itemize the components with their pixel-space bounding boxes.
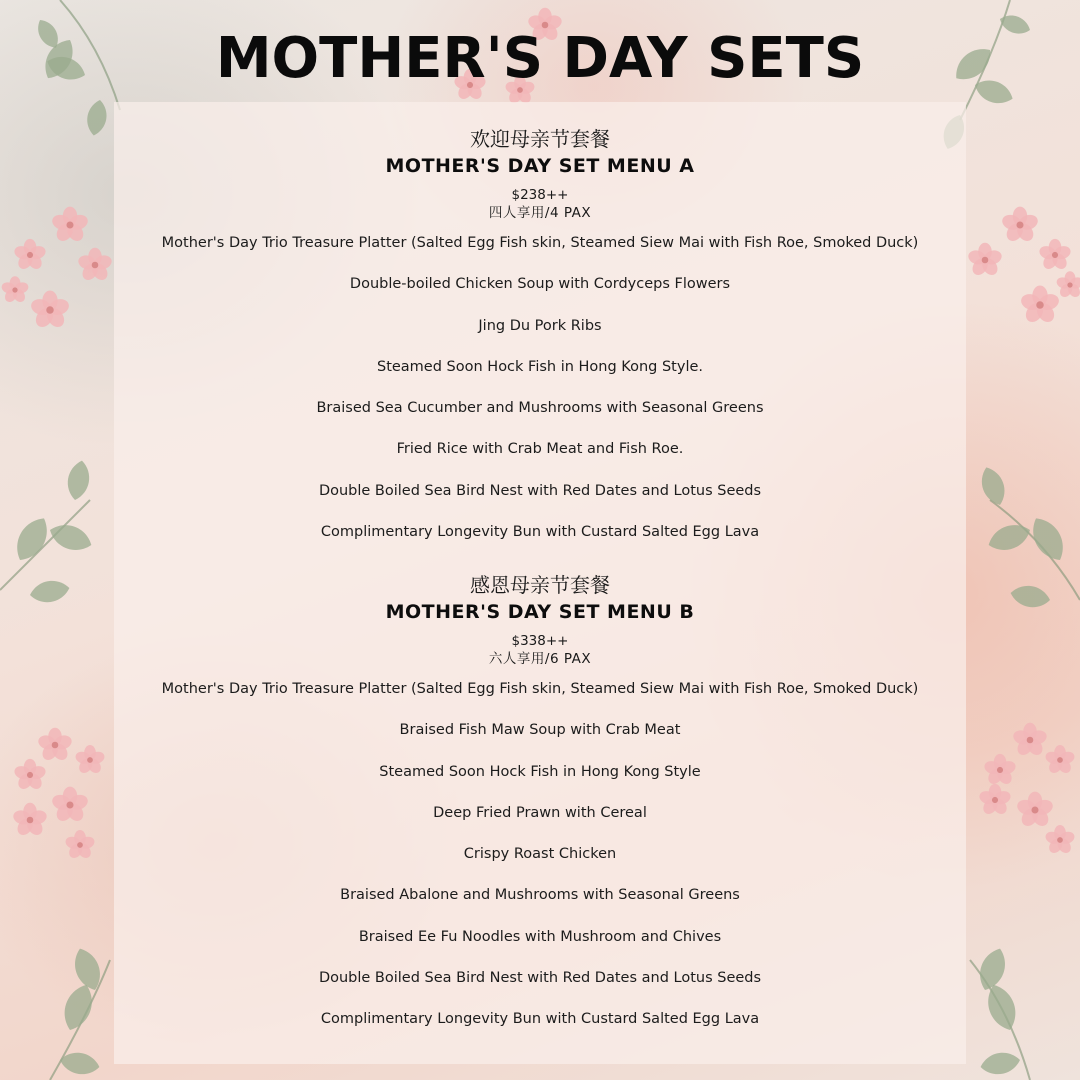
dish-item: Fried Rice with Crab Meat and Fish Roe. [396, 441, 684, 458]
blossom-icon [1038, 239, 1073, 272]
menu-a-chinese-title: 欢迎母亲节套餐 [470, 127, 610, 151]
blossom-icon [77, 248, 114, 283]
blossom-icon [0, 276, 30, 304]
dish-item: Jing Du Pork Ribs [478, 317, 602, 334]
dish-item: Braised Sea Cucumber and Mushrooms with Seasonal Greens [316, 400, 764, 417]
dish-item: Braised Fish Maw Soup with Crab Meat [399, 722, 681, 739]
blossom-icon [13, 239, 48, 272]
blossom-icon [983, 754, 1018, 787]
blossom-icon [978, 784, 1013, 817]
menu-a-pax: 四人享用/4 PAX [488, 205, 592, 221]
dish-item: Double Boiled Sea Bird Nest with Red Dates and Lotus Seeds [318, 970, 762, 987]
blossom-icon [12, 803, 49, 838]
blossom-icon [1015, 792, 1054, 830]
menu-a-title: MOTHER'S DAY SET MENU A [385, 155, 695, 177]
leaf-icon [1025, 512, 1071, 566]
menu-b-title: MOTHER'S DAY SET MENU B [385, 601, 695, 623]
blossom-icon [74, 745, 106, 775]
blossom-icon [50, 207, 89, 245]
blossom-icon [967, 243, 1004, 278]
leaf-icon [974, 945, 1011, 994]
blossom-icon [1055, 271, 1080, 299]
set-menu-b [114, 572, 966, 1050]
blossom-icon [29, 290, 71, 330]
blossom-icon [13, 759, 48, 792]
menu-card [114, 102, 966, 1064]
leaf-icon [46, 519, 95, 556]
dish-item: Steamed Soon Hock Fish in Hong Kong Style. [376, 358, 704, 375]
blossom-icon [37, 728, 74, 763]
leaf-icon [84, 98, 109, 137]
dish-item: Steamed Soon Hock Fish in Hong Kong Style [379, 763, 701, 780]
blossom-icon [1044, 825, 1076, 855]
leaf-icon [65, 459, 93, 502]
leaf-icon [69, 945, 106, 994]
dish-item: Double Boiled Sea Bird Nest with Red Dates and Lotus Seeds [318, 482, 762, 499]
menu-a-dish-list [114, 232, 966, 562]
leaf-icon [985, 519, 1034, 556]
menu-b-chinese-title: 感恩母亲节套餐 [470, 573, 610, 597]
blossom-icon [1044, 745, 1076, 775]
dish-item: Crispy Roast Chicken [463, 846, 617, 863]
leaf-icon [976, 464, 1009, 509]
dish-item: Mother's Day Trio Treasure Platter (Salted Egg Fish skin, Steamed Siew Mai with Fish Roe, Smoked Duck) [161, 235, 919, 251]
leaf-icon [1009, 583, 1052, 611]
menu-b-pax: 六人享用/6 PAX [488, 651, 592, 667]
dish-item: Complimentary Longevity Bun with Custard Salted Egg Lava [320, 1011, 760, 1028]
dish-item: Mother's Day Trio Treasure Platter (Salted Egg Fish skin, Steamed Siew Mai with Fish Roe, Smoked Duck) [161, 681, 919, 697]
dish-item: Braised Ee Fu Noodles with Mushroom and Chives [358, 928, 722, 945]
blossom-icon [1019, 285, 1061, 325]
leaf-icon [28, 578, 71, 606]
menu-b-price: $338++ [511, 633, 569, 649]
blossom-icon [50, 787, 89, 825]
menu-a-price: $238++ [511, 187, 569, 203]
menu-b-dish-list [114, 678, 966, 1050]
dish-item: Double-boiled Chicken Soup with Cordyceps Flowers [349, 276, 731, 293]
dish-item: Braised Abalone and Mushrooms with Seasonal Greens [340, 887, 740, 904]
dish-item: Complimentary Longevity Bun with Custard Salted Egg Lava [320, 524, 760, 541]
blossom-icon [64, 830, 96, 860]
page-title: MOTHER'S DAY SETS [215, 26, 865, 91]
blossom-icon [1000, 207, 1039, 245]
leaf-icon [979, 1050, 1022, 1078]
dish-item: Deep Fried Prawn with Cereal [433, 804, 647, 821]
stem [990, 500, 1080, 600]
set-menu-a [114, 126, 966, 562]
blossom-icon [1012, 723, 1049, 758]
